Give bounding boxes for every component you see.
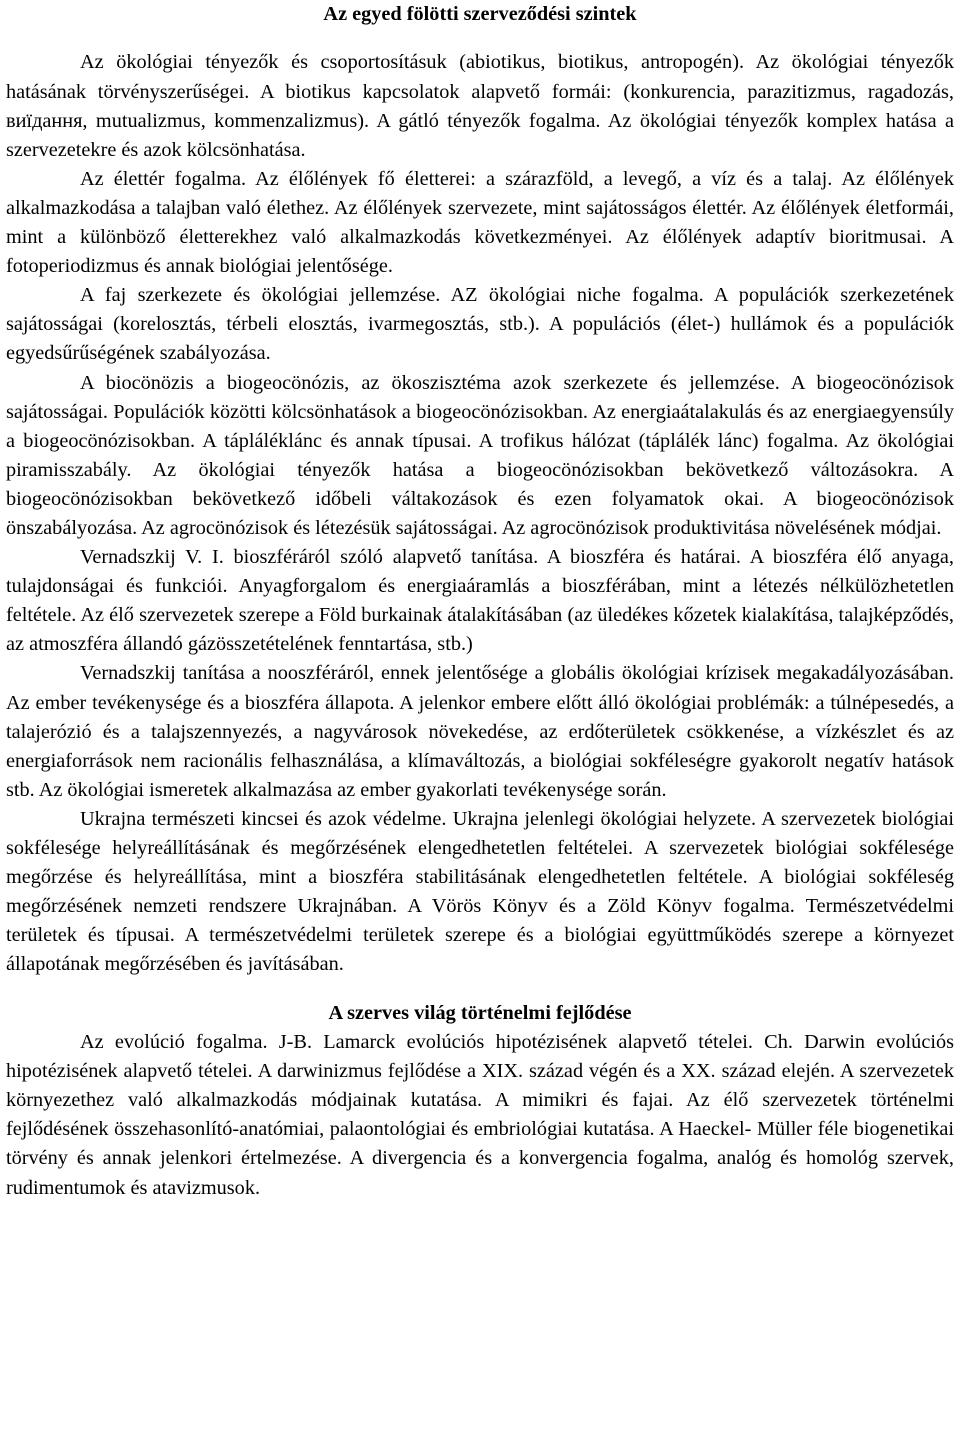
- document-page: [6, 0, 954, 1203]
- paragraph-text: Az evolúció fogalma. J-B. Lamarck evolúciós hipotézisének alapvető tételei. Ch. Darwin evolúciós hipotézisének alapvető tételei. A darwinizmus fejlődése a XIX. század végén és a XX. század elején. A szervezetek környezethez való alkalmazkodás módjainak kutatása. A mimikri és fajai. Az élő szervezetek történelmi fejlődésének összehasonlító-anatómiai, palaontológiai és embriológiai kutatása. A Haeckel- Müller féle biogenetikai törvény és annak jelenkori értelmezése. A divergencia és a konvergencia fogalma, analóg és homológ szervek, rudimentumok és atavizmusok.: [6, 1031, 954, 1199]
- paragraph: [6, 369, 954, 544]
- paragraph-text: Vernadszkij tanítása a nooszféráról, ennek jelentősége a globális ökológiai krízisek megakadályozásában. Az ember tevékenysége és a bioszféra állapota. A jelenkor embere előtt álló ökológiai problémák: a túlnépesedés, a talajerózió és a talajszennyezés, a nagyvárosok növekedése, az erdőterületek csökkenése, a vízkészlet és az energiaforrások nem racionális felhasználása, a klímaváltozás, a biológiai sokféleségre gyakorolt negatív hatások stb. Az ökológiai ismeretek alkalmazása az ember gyakorlati tevékenysége során.: [6, 662, 954, 801]
- paragraph: [6, 281, 954, 368]
- paragraph: [6, 659, 954, 804]
- paragraph: [6, 48, 954, 164]
- paragraph-text: A szervezetek biológiai sokfélesége megőrzése és helyreállítása, mint a bioszféra stabilitásának elengedhetetlen feltétele. A biológiai sokféleség megőrzésének nemzeti rendszere Ukrajnában. A Vörös Könyv és a Zöld Könyv fogalma. Természetvédelmi területek és típusai. A természetvédelmi területek szerepe és a biológiai együttműködés szerepe a környezet állapotának megőrzésében és javításában.: [6, 837, 955, 976]
- section-heading: A szerves világ történelmi fejlődése: [328, 1001, 632, 1024]
- paragraph-text: Ukrajna természeti kincsei és azok védelme. Ukrajna jelenlegi ökológiai helyzete. A szervezetek biológiai sokfélesége helyreállításának és megőrzésének elengedhetetlen feltételei.: [6, 807, 954, 860]
- paragraph-text: Az élettér fogalma. Az élőlények fő életterei: a szárazföld, a levegő, a víz és a talaj. Az élőlények alkalmazkodása a talajban való élethez. Az élőlények szervezete, mint sajátosságos élettér. Az élőlények életformái, mint a különböző életterekhez való alkalmazkodás következményei. Az élőlények adaptív bioritmusai. A fotoperiodizmus és annak biológiai jelentősége.: [6, 167, 954, 278]
- paragraph-text: Az ökológiai tényezők és csoportosításuk (abiotikus, biotikus, antropogén). Az ökológiai tényezők hatásának törvényszerűségei. A biotikus kapcsolatok alapvető formái: (konkurencia, parazitizmus, ragadozás, виїдання, mutualizmus, kommenzalizmus). A gátló tényezők fogalma. Az ökológiai tényezők komplex hatása a szervezetekre és azok kölcsönhatása.: [6, 51, 954, 161]
- paragraph-text: Vernadszkij V. I. bioszféráról szóló alapvető tanítása. A bioszféra és határai. A bioszféra élő anyaga, tulajdonságai és funkciói. Anyagforgalom és energiaáramlás a bioszférában, mint a létezés nélkülözhetetlen feltétele. Az élő szervezetek szerepe a Föld burkainak átalakításában (az üledékes kőzetek kialakítása, talajképződés, az atmoszféra állandó gázösszetételének fenntartása, stb.): [6, 546, 954, 656]
- paragraph: [6, 165, 954, 281]
- paragraph-text: A biocönözis a biogeocönózis, az ökoszisztéma azok szerkezete és jellemzése. A biogeocönózisok sajátosságai. Populációk közötti kölcsönhatások a biogeocönózisokban. Az energiaátalakulás és az energiaegyensúly a biogeocönózisokban. A tápláléklánc és annak típusai. A trofikus hálózat (táplálék lánc) fogalma. Az ökológiai piramisszabály. Az ökológiai tényezők hatása a biogeocönózisokban bekövetkező változásokra. A biogeocönózisokban bekövetkező időbeli váltakozások és ezen folyamatok okai. A biogeocönózisok önszabályozása. Az agrocönózisok és létezésük sajátosságai. Az agrocönózisok produktivitása növelésének módjai.: [6, 371, 954, 539]
- section-heading: Az egyed fölötti szerveződési szintek: [323, 3, 637, 25]
- paragraph: [6, 1028, 954, 1203]
- paragraph: [6, 543, 954, 659]
- paragraph: [6, 805, 954, 980]
- paragraph-text: A faj szerkezete és ökológiai jellemzése. AZ ökológiai niche fogalma. A populációk szerkezetének sajátosságai (korelosztás, térbeli elosztás, ivarmegosztás, stb.). A populációs (élet-) hullámok és a populációk egyedsűrűségének szabályozása.: [6, 284, 954, 365]
